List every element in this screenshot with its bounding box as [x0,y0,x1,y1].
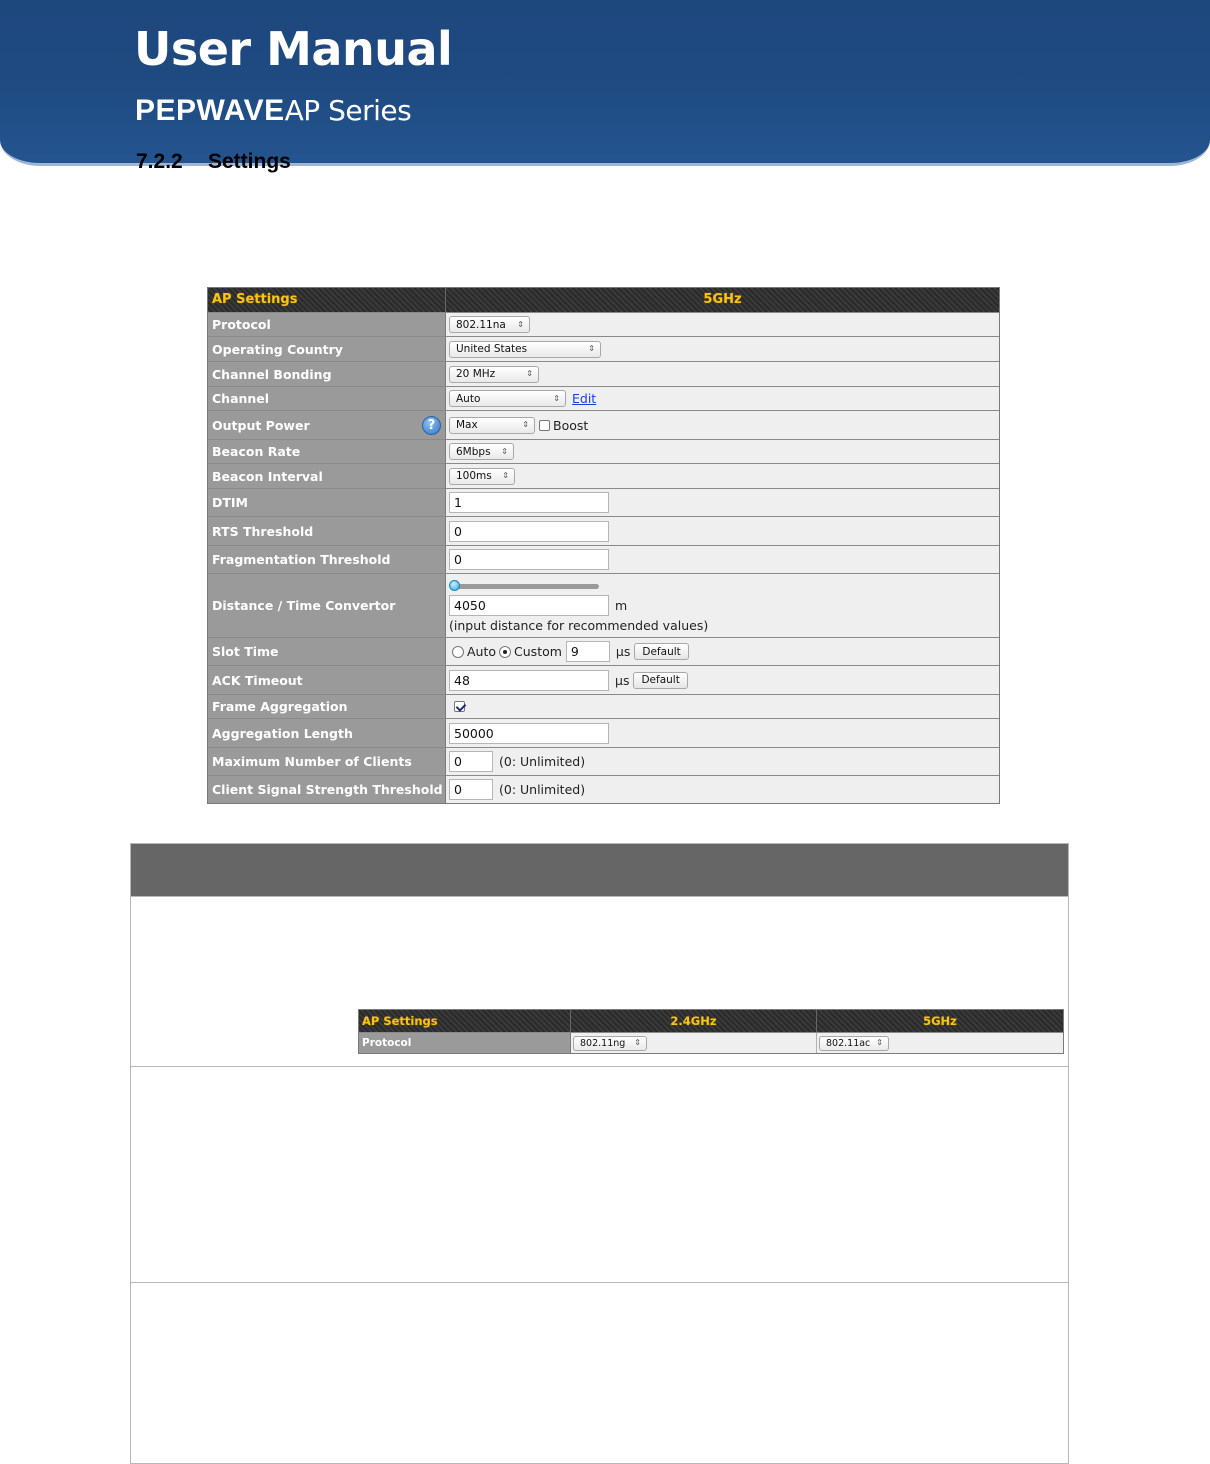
row-beacon-rate [208,439,999,463]
manual-title: User Manual [134,22,453,76]
select-arrow-icon: ⇕ [553,393,560,403]
select-arrow-icon: ⇕ [634,1038,641,1047]
row-protocol [208,312,999,336]
beacon-rate-select[interactable]: 6Mbps ⇕ [449,443,514,460]
row-label: Output Power ? [208,411,446,439]
max-clients-note: (0: Unlimited) [499,754,586,769]
aggregation-length-input[interactable]: 50000 [449,723,609,744]
row-label: Slot Time [208,638,446,665]
mini-row-protocol [359,1032,1063,1053]
row-country [208,336,999,361]
description-table-header [131,844,1068,896]
channel-select[interactable]: Auto ⇕ [449,390,566,407]
page-banner [0,0,1210,166]
row-label: RTS Threshold [208,517,446,545]
slot-time-default-button[interactable]: Default [634,643,688,660]
distance-input[interactable]: 4050 [449,595,609,616]
row-rts [208,516,999,545]
mini-row-label: Protocol [359,1033,571,1053]
section-title: Settings [208,150,291,173]
description-row [131,1066,1068,1282]
row-output-power [208,410,999,439]
row-label: Protocol [208,313,446,336]
ack-timeout-default-button[interactable]: Default [633,672,687,689]
beacon-interval-select[interactable]: 100ms ⇕ [449,468,515,485]
select-arrow-icon: ⇕ [876,1038,883,1047]
brand-name: PEPWAVE [135,94,285,127]
row-label: Channel [208,387,446,410]
ap-settings-panel [207,287,1000,804]
row-distance [208,573,999,637]
row-beacon-interval [208,463,999,488]
slot-time-custom-radio[interactable] [499,646,511,658]
select-arrow-icon: ⇕ [517,319,524,329]
brand-series: AP Series [284,94,412,127]
slot-time-auto-radio[interactable] [452,646,464,658]
ack-timeout-input[interactable]: 48 [449,670,609,691]
row-label: Maximum Number of Clients [208,748,446,775]
help-icon[interactable]: ? [422,416,441,435]
description-table [130,843,1069,1464]
select-arrow-icon: ⇕ [526,369,533,378]
row-signal-threshold [208,775,999,803]
ap-settings-header [208,288,999,312]
row-label: Channel Bonding [208,362,446,386]
channel-bonding-select[interactable]: 20 MHz ⇕ [449,366,539,383]
ack-timeout-unit: μs [615,672,630,688]
distance-unit: m [615,597,628,613]
row-label: Distance / Time Convertor [208,574,446,637]
country-select[interactable]: United States ⇕ [449,341,601,358]
row-channel [208,386,999,410]
description-row [131,1282,1068,1464]
mini-header [359,1010,1063,1032]
select-arrow-icon: ⇕ [588,344,595,353]
slot-time-unit: μs [615,644,631,659]
description-row [131,896,1068,1066]
fragmentation-threshold-input[interactable]: 0 [449,549,609,570]
row-slot-time [208,637,999,665]
row-label: ACK Timeout [208,666,446,694]
row-label: Client Signal Strength Threshold [208,776,446,803]
channel-edit-link[interactable]: Edit [572,391,597,406]
row-label: Aggregation Length [208,719,446,747]
signal-threshold-note: (0: Unlimited) [499,782,586,797]
slider-track [453,584,599,589]
row-max-clients [208,747,999,775]
row-frame-aggregation [208,694,999,718]
select-arrow-icon: ⇕ [501,446,508,456]
distance-slider[interactable] [449,581,599,591]
protocol-5ghz-select[interactable]: 802.11ac ⇕ [819,1036,889,1051]
section-number: 7.2.2 [136,150,183,173]
max-clients-input[interactable]: 0 [449,751,493,772]
row-aggregation-length [208,718,999,747]
auto-label: Auto [467,644,497,659]
protocol-select[interactable]: 802.11na ⇕ [449,316,530,333]
dtim-input[interactable]: 1 [449,492,609,513]
boost-checkbox[interactable] [539,420,550,431]
header-band: 5GHz [703,292,742,307]
distance-hint: (input distance for recommended values) [449,617,709,633]
row-frag [208,545,999,573]
section-heading [136,150,291,174]
row-bonding [208,361,999,386]
row-label: Beacon Rate [208,440,446,463]
row-label: Beacon Interval [208,464,446,488]
row-label: DTIM [208,489,446,516]
slider-handle[interactable] [449,580,460,591]
signal-threshold-input[interactable]: 0 [449,779,493,800]
row-label: Operating Country [208,337,446,361]
select-arrow-icon: ⇕ [502,471,509,480]
boost-label: Boost [553,417,589,433]
brand-logo [135,93,411,128]
protocol-example-panel [358,1009,1064,1054]
row-label: Fragmentation Threshold [208,546,446,573]
frame-aggregation-checkbox[interactable] [454,701,465,712]
rts-threshold-input[interactable]: 0 [449,521,609,542]
mini-header-band1: 2.4GHz [571,1010,817,1032]
row-dtim [208,488,999,516]
mini-header-label: AP Settings [359,1010,571,1032]
row-ack-timeout [208,665,999,694]
row-label: Frame Aggregation [208,695,446,718]
custom-label: Custom [514,644,562,659]
protocol-24ghz-select[interactable]: 802.11ng ⇕ [573,1036,647,1051]
select-arrow-icon: ⇕ [522,420,529,429]
mini-header-band2: 5GHz [923,1014,957,1028]
slot-time-input[interactable]: 9 [566,641,610,662]
output-power-select[interactable]: Max ⇕ [449,417,535,434]
header-label: AP Settings [208,288,446,312]
